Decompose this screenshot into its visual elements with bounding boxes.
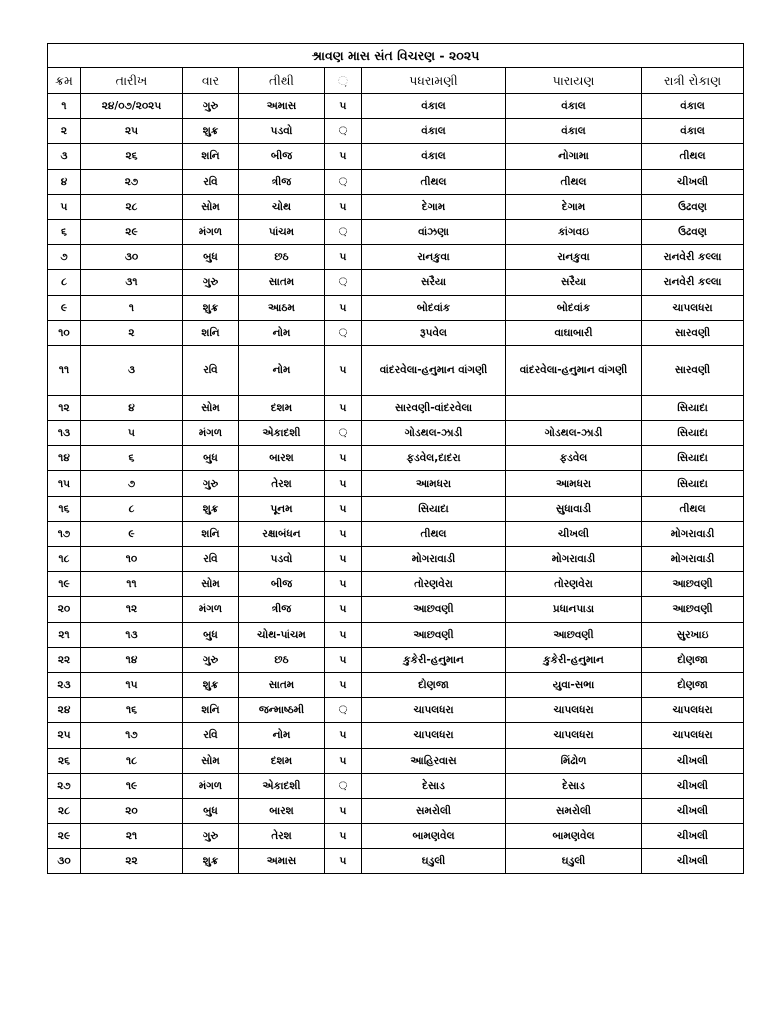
cell-night-stay: ઉઢવણ: [642, 219, 744, 244]
cell-night-stay: ચીખલી: [642, 798, 744, 823]
table-row: [48, 597, 744, 622]
cell-padharamani: દેસાડ: [362, 773, 506, 798]
cell-date: ૧૭: [81, 723, 183, 748]
cell-day: ગુરુ: [183, 270, 239, 295]
cell-tithi: ત્રીજ: [239, 597, 325, 622]
cell-date: ૪: [81, 395, 183, 420]
cell-day: ગુરુ: [183, 647, 239, 672]
table-row: [48, 748, 744, 773]
cell-tithi: નોમ: [239, 723, 325, 748]
cell-serial: ૧૯: [48, 572, 81, 597]
cell-date: ૨૮: [81, 194, 183, 219]
cell-code: ૫: [325, 194, 362, 219]
cell-date: ૧૫: [81, 672, 183, 697]
cell-code: ૫: [325, 144, 362, 169]
cell-day: શનિ: [183, 144, 239, 169]
table-row: [48, 219, 744, 244]
cell-serial: ૨૦: [48, 597, 81, 622]
cell-padharamani: આછવણી: [362, 597, 506, 622]
cell-night-stay: ચીખલી: [642, 773, 744, 798]
cell-parayan: તીથલ: [506, 169, 642, 194]
cell-serial: ૨: [48, 119, 81, 144]
cell-serial: ૮: [48, 270, 81, 295]
table-row: [48, 723, 744, 748]
cell-parayan: સરૈયા: [506, 270, 642, 295]
cell-padharamani: બોદવાંક: [362, 295, 506, 320]
cell-day: શનિ: [183, 698, 239, 723]
cell-parayan: કુકેરી-હનુમાન: [506, 647, 642, 672]
cell-serial: ૧: [48, 94, 81, 119]
cell-night-stay: સારવણી: [642, 320, 744, 345]
cell-parayan: વંકાલ: [506, 94, 642, 119]
cell-code: ૫: [325, 496, 362, 521]
cell-day: શુક્ર: [183, 295, 239, 320]
cell-padharamani: ગોડથલ-ઝાડી: [362, 421, 506, 446]
cell-padharamani: સમરોલી: [362, 798, 506, 823]
cell-padharamani: તીથલ: [362, 169, 506, 194]
cell-code: ઼: [325, 698, 362, 723]
cell-padharamani: વંકાલ: [362, 94, 506, 119]
table-row: [48, 94, 744, 119]
cell-parayan: યુવા-સભા: [506, 672, 642, 697]
cell-serial: ૧૧: [48, 345, 81, 395]
cell-day: ગુરુ: [183, 94, 239, 119]
cell-date: ૨૦: [81, 798, 183, 823]
cell-night-stay: વંકાલ: [642, 94, 744, 119]
cell-padharamani: બામણવેલ: [362, 824, 506, 849]
cell-night-stay: સિયાદા: [642, 421, 744, 446]
cell-night-stay: સિયાદા: [642, 395, 744, 420]
cell-date: ૬: [81, 446, 183, 471]
cell-serial: ૧૩: [48, 421, 81, 446]
header-night-stay: રાત્રી રોકાણ: [642, 68, 744, 94]
cell-code: ઼: [325, 320, 362, 345]
table-row: [48, 144, 744, 169]
cell-code: ૫: [325, 94, 362, 119]
table-row: [48, 295, 744, 320]
cell-day: સોમ: [183, 572, 239, 597]
table-row: [48, 345, 744, 395]
cell-tithi: નોમ: [239, 320, 325, 345]
cell-date: ૩૦: [81, 245, 183, 270]
cell-padharamani: સારવણી-વાંદરવેલા: [362, 395, 506, 420]
cell-date: ૨૯: [81, 219, 183, 244]
cell-code: ૫: [325, 446, 362, 471]
cell-serial: ૬: [48, 219, 81, 244]
table-row: [48, 270, 744, 295]
cell-night-stay: ચીખલી: [642, 748, 744, 773]
cell-date: ૧૮: [81, 748, 183, 773]
cell-tithi: તેરશ: [239, 824, 325, 849]
cell-night-stay: રાનવેરી કલ્લા: [642, 270, 744, 295]
cell-serial: ૪: [48, 169, 81, 194]
header-parayan: પારાયણ: [506, 68, 642, 94]
table-row: [48, 773, 744, 798]
cell-parayan: આમધરા: [506, 471, 642, 496]
cell-serial: ૧૪: [48, 446, 81, 471]
schedule-table: [47, 43, 744, 874]
cell-tithi: ત્રીજ: [239, 169, 325, 194]
cell-day: શુક્ર: [183, 672, 239, 697]
cell-tithi: બારશ: [239, 798, 325, 823]
cell-parayan: કાંગવઇ: [506, 219, 642, 244]
cell-day: મંગળ: [183, 597, 239, 622]
table-title: શ્રાવણ માસ સંત વિચરણ - ૨૦૨૫: [48, 44, 744, 68]
cell-code: ૫: [325, 295, 362, 320]
cell-serial: ૨૪: [48, 698, 81, 723]
cell-serial: ૨૧: [48, 622, 81, 647]
cell-day: સોમ: [183, 395, 239, 420]
cell-day: રવિ: [183, 345, 239, 395]
cell-serial: ૨૭: [48, 773, 81, 798]
cell-night-stay: દોણજા: [642, 672, 744, 697]
cell-serial: ૧૮: [48, 547, 81, 572]
cell-tithi: છઠ: [239, 647, 325, 672]
cell-padharamani: સિયાદા: [362, 496, 506, 521]
cell-padharamani: ફડવેલ,દાદરા: [362, 446, 506, 471]
cell-tithi: નોમ: [239, 345, 325, 395]
cell-parayan: બોદવાંક: [506, 295, 642, 320]
cell-parayan: ચાપલધરા: [506, 698, 642, 723]
cell-code: ૫: [325, 245, 362, 270]
cell-parayan: દેસાડ: [506, 773, 642, 798]
cell-tithi: સાતમ: [239, 672, 325, 697]
cell-date: ૨૧: [81, 824, 183, 849]
cell-padharamani: રૂપવેલ: [362, 320, 506, 345]
header-day: વાર: [183, 68, 239, 94]
cell-tithi: પડવો: [239, 547, 325, 572]
cell-code: ૫: [325, 345, 362, 395]
cell-code: ઼: [325, 421, 362, 446]
cell-night-stay: આછવણી: [642, 572, 744, 597]
cell-date: ૨૫: [81, 119, 183, 144]
cell-day: બુધ: [183, 245, 239, 270]
table-row: [48, 471, 744, 496]
cell-padharamani: આહિરવાસ: [362, 748, 506, 773]
table-row: [48, 320, 744, 345]
cell-date: ૨૨: [81, 849, 183, 874]
cell-parayan: મોગરાવાડી: [506, 547, 642, 572]
table-row: [48, 849, 744, 874]
cell-serial: ૨૩: [48, 672, 81, 697]
cell-padharamani: વંકાલ: [362, 119, 506, 144]
cell-serial: ૨૨: [48, 647, 81, 672]
cell-day: સોમ: [183, 748, 239, 773]
cell-code: ૫: [325, 572, 362, 597]
cell-day: સોમ: [183, 194, 239, 219]
cell-padharamani: વંકાલ: [362, 144, 506, 169]
cell-parayan: ચીખલી: [506, 521, 642, 546]
table-row: [48, 446, 744, 471]
cell-serial: ૨૮: [48, 798, 81, 823]
table-row: [48, 395, 744, 420]
table-row: [48, 119, 744, 144]
cell-day: શનિ: [183, 320, 239, 345]
cell-parayan: વાંદરવેલા-હનુમાન વાંગણી: [506, 345, 642, 395]
cell-day: રવિ: [183, 723, 239, 748]
cell-night-stay: ચાપલધરા: [642, 698, 744, 723]
cell-parayan: મિંઢોળ: [506, 748, 642, 773]
cell-day: રવિ: [183, 169, 239, 194]
cell-serial: ૧૭: [48, 521, 81, 546]
cell-day: શનિ: [183, 521, 239, 546]
cell-parayan: ગોડથલ-ઝાડી: [506, 421, 642, 446]
header-code: ઼: [325, 68, 362, 94]
table-row: [48, 245, 744, 270]
cell-night-stay: ઉઢવણ: [642, 194, 744, 219]
cell-serial: ૩૦: [48, 849, 81, 874]
cell-tithi: દશમ: [239, 748, 325, 773]
cell-date: ૧૪: [81, 647, 183, 672]
header-date: તારીખ: [81, 68, 183, 94]
cell-tithi: જન્માષ્ઠમી: [239, 698, 325, 723]
cell-tithi: એકાદશી: [239, 773, 325, 798]
cell-night-stay: મોગરાવાડી: [642, 547, 744, 572]
cell-date: ૨૪/૦૭/૨૦૨૫: [81, 94, 183, 119]
table-row: [48, 194, 744, 219]
cell-parayan: સુધાવાડી: [506, 496, 642, 521]
cell-padharamani: વાંદરવેલા-હનુમાન વાંગણી: [362, 345, 506, 395]
cell-padharamani: ચાપલધરા: [362, 723, 506, 748]
cell-tithi: બીજ: [239, 572, 325, 597]
cell-day: શુક્ર: [183, 849, 239, 874]
cell-date: ૨૬: [81, 144, 183, 169]
cell-serial: ૧૬: [48, 496, 81, 521]
table-row: [48, 496, 744, 521]
cell-parayan: ફડવેલ: [506, 446, 642, 471]
cell-padharamani: ઘડુલી: [362, 849, 506, 874]
table-row: [48, 824, 744, 849]
cell-date: ૨: [81, 320, 183, 345]
cell-code: ઼: [325, 219, 362, 244]
cell-tithi: બીજ: [239, 144, 325, 169]
cell-code: ૫: [325, 798, 362, 823]
cell-padharamani: વાંઝણા: [362, 219, 506, 244]
cell-tithi: તેરશ: [239, 471, 325, 496]
cell-tithi: બારશ: [239, 446, 325, 471]
cell-serial: ૧૦: [48, 320, 81, 345]
cell-date: ૧૯: [81, 773, 183, 798]
cell-night-stay: તીથલ: [642, 144, 744, 169]
cell-parayan: દેગામ: [506, 194, 642, 219]
cell-code: ઼: [325, 270, 362, 295]
cell-night-stay: સિયાદા: [642, 471, 744, 496]
cell-serial: ૧૫: [48, 471, 81, 496]
header-row: [48, 68, 744, 94]
table-row: [48, 572, 744, 597]
cell-padharamani: દોણજા: [362, 672, 506, 697]
cell-parayan: વાઘાબારી: [506, 320, 642, 345]
cell-parayan: બામણવેલ: [506, 824, 642, 849]
cell-serial: ૨૫: [48, 723, 81, 748]
cell-padharamani: આમધરા: [362, 471, 506, 496]
cell-day: બુધ: [183, 622, 239, 647]
cell-date: ૧૧: [81, 572, 183, 597]
cell-tithi: અમાસ: [239, 849, 325, 874]
cell-serial: ૭: [48, 245, 81, 270]
cell-code: ૫: [325, 672, 362, 697]
cell-code: ૫: [325, 748, 362, 773]
cell-date: ૩૧: [81, 270, 183, 295]
cell-serial: ૫: [48, 194, 81, 219]
cell-night-stay: મોગરાવાડી: [642, 521, 744, 546]
cell-night-stay: ચાપલધરા: [642, 295, 744, 320]
cell-code: ૫: [325, 597, 362, 622]
cell-padharamani: દેગામ: [362, 194, 506, 219]
cell-parayan: નોગામા: [506, 144, 642, 169]
cell-date: ૫: [81, 421, 183, 446]
cell-date: ૧: [81, 295, 183, 320]
table-row: [48, 622, 744, 647]
cell-padharamani: તીથલ: [362, 521, 506, 546]
cell-tithi: ચોથ: [239, 194, 325, 219]
cell-tithi: પાંચમ: [239, 219, 325, 244]
cell-code: ઼: [325, 773, 362, 798]
cell-night-stay: ચીખલી: [642, 824, 744, 849]
cell-date: ૭: [81, 471, 183, 496]
header-padharamani: પધરામણી: [362, 68, 506, 94]
cell-code: ૫: [325, 824, 362, 849]
cell-tithi: આઠમ: [239, 295, 325, 320]
table-row: [48, 169, 744, 194]
cell-code: ૫: [325, 471, 362, 496]
cell-night-stay: રાનવેરી કલ્લા: [642, 245, 744, 270]
cell-date: ૮: [81, 496, 183, 521]
cell-date: ૧૬: [81, 698, 183, 723]
cell-day: શુક્ર: [183, 119, 239, 144]
cell-serial: ૩: [48, 144, 81, 169]
header-tithi: તીથી: [239, 68, 325, 94]
cell-tithi: રક્ષાબંધન: [239, 521, 325, 546]
cell-date: ૧૨: [81, 597, 183, 622]
cell-serial: ૨૬: [48, 748, 81, 773]
cell-parayan: આછવણી: [506, 622, 642, 647]
cell-date: ૧૩: [81, 622, 183, 647]
table-row: [48, 547, 744, 572]
cell-day: મંગળ: [183, 421, 239, 446]
cell-night-stay: દોણજા: [642, 647, 744, 672]
cell-code: ઼: [325, 169, 362, 194]
cell-parayan: તોરણવેરા: [506, 572, 642, 597]
table-row: [48, 798, 744, 823]
cell-padharamani: આછવણી: [362, 622, 506, 647]
cell-parayan: ચાપલધરા: [506, 723, 642, 748]
table-row: [48, 521, 744, 546]
cell-tithi: દશમ: [239, 395, 325, 420]
cell-tithi: છઠ: [239, 245, 325, 270]
cell-tithi: અમાસ: [239, 94, 325, 119]
table-row: [48, 698, 744, 723]
cell-code: ૫: [325, 647, 362, 672]
cell-padharamani: તોરણવેરા: [362, 572, 506, 597]
cell-parayan: રાનકુવા: [506, 245, 642, 270]
cell-day: મંગળ: [183, 773, 239, 798]
cell-date: ૩: [81, 345, 183, 395]
cell-day: બુધ: [183, 798, 239, 823]
cell-date: ૯: [81, 521, 183, 546]
cell-date: ૨૭: [81, 169, 183, 194]
cell-serial: ૨૯: [48, 824, 81, 849]
cell-tithi: પૂનમ: [239, 496, 325, 521]
header-serial: ક્રમ: [48, 68, 81, 94]
cell-parayan: [506, 395, 642, 420]
cell-night-stay: ચાપલધરા: [642, 723, 744, 748]
table-row: [48, 672, 744, 697]
cell-tithi: પડવો: [239, 119, 325, 144]
cell-day: શુક્ર: [183, 496, 239, 521]
cell-night-stay: ચીખલી: [642, 849, 744, 874]
cell-day: ગુરુ: [183, 824, 239, 849]
cell-parayan: વંકાલ: [506, 119, 642, 144]
cell-padharamani: મોગરાવાડી: [362, 547, 506, 572]
cell-night-stay: ચીખલી: [642, 169, 744, 194]
cell-padharamani: ચાપલધરા: [362, 698, 506, 723]
cell-serial: ૧૨: [48, 395, 81, 420]
cell-padharamani: કુકેરી-હનુમાન: [362, 647, 506, 672]
cell-code: ૫: [325, 723, 362, 748]
cell-parayan: ઘડુલી: [506, 849, 642, 874]
cell-night-stay: વંકાલ: [642, 119, 744, 144]
cell-padharamani: સરૈયા: [362, 270, 506, 295]
cell-tithi: ચોથ-પાંચમ: [239, 622, 325, 647]
cell-code: ૫: [325, 547, 362, 572]
cell-night-stay: સિયાદા: [642, 446, 744, 471]
cell-day: મંગળ: [183, 219, 239, 244]
cell-night-stay: સારવણી: [642, 345, 744, 395]
cell-code: ૫: [325, 395, 362, 420]
cell-day: ગુરુ: [183, 471, 239, 496]
cell-tithi: એકાદશી: [239, 421, 325, 446]
cell-night-stay: આછવણી: [642, 597, 744, 622]
cell-date: ૧૦: [81, 547, 183, 572]
cell-code: ૫: [325, 849, 362, 874]
cell-parayan: સમરોલી: [506, 798, 642, 823]
cell-night-stay: સુરખાઇ: [642, 622, 744, 647]
cell-code: ૫: [325, 622, 362, 647]
cell-day: રવિ: [183, 547, 239, 572]
cell-parayan: પ્રધાનપાડા: [506, 597, 642, 622]
table-row: [48, 647, 744, 672]
cell-day: બુધ: [183, 446, 239, 471]
cell-night-stay: તીથલ: [642, 496, 744, 521]
table-row: [48, 421, 744, 446]
cell-code: ૫: [325, 521, 362, 546]
cell-tithi: સાતમ: [239, 270, 325, 295]
cell-padharamani: રાનકુવા: [362, 245, 506, 270]
cell-code: ઼: [325, 119, 362, 144]
cell-serial: ૯: [48, 295, 81, 320]
